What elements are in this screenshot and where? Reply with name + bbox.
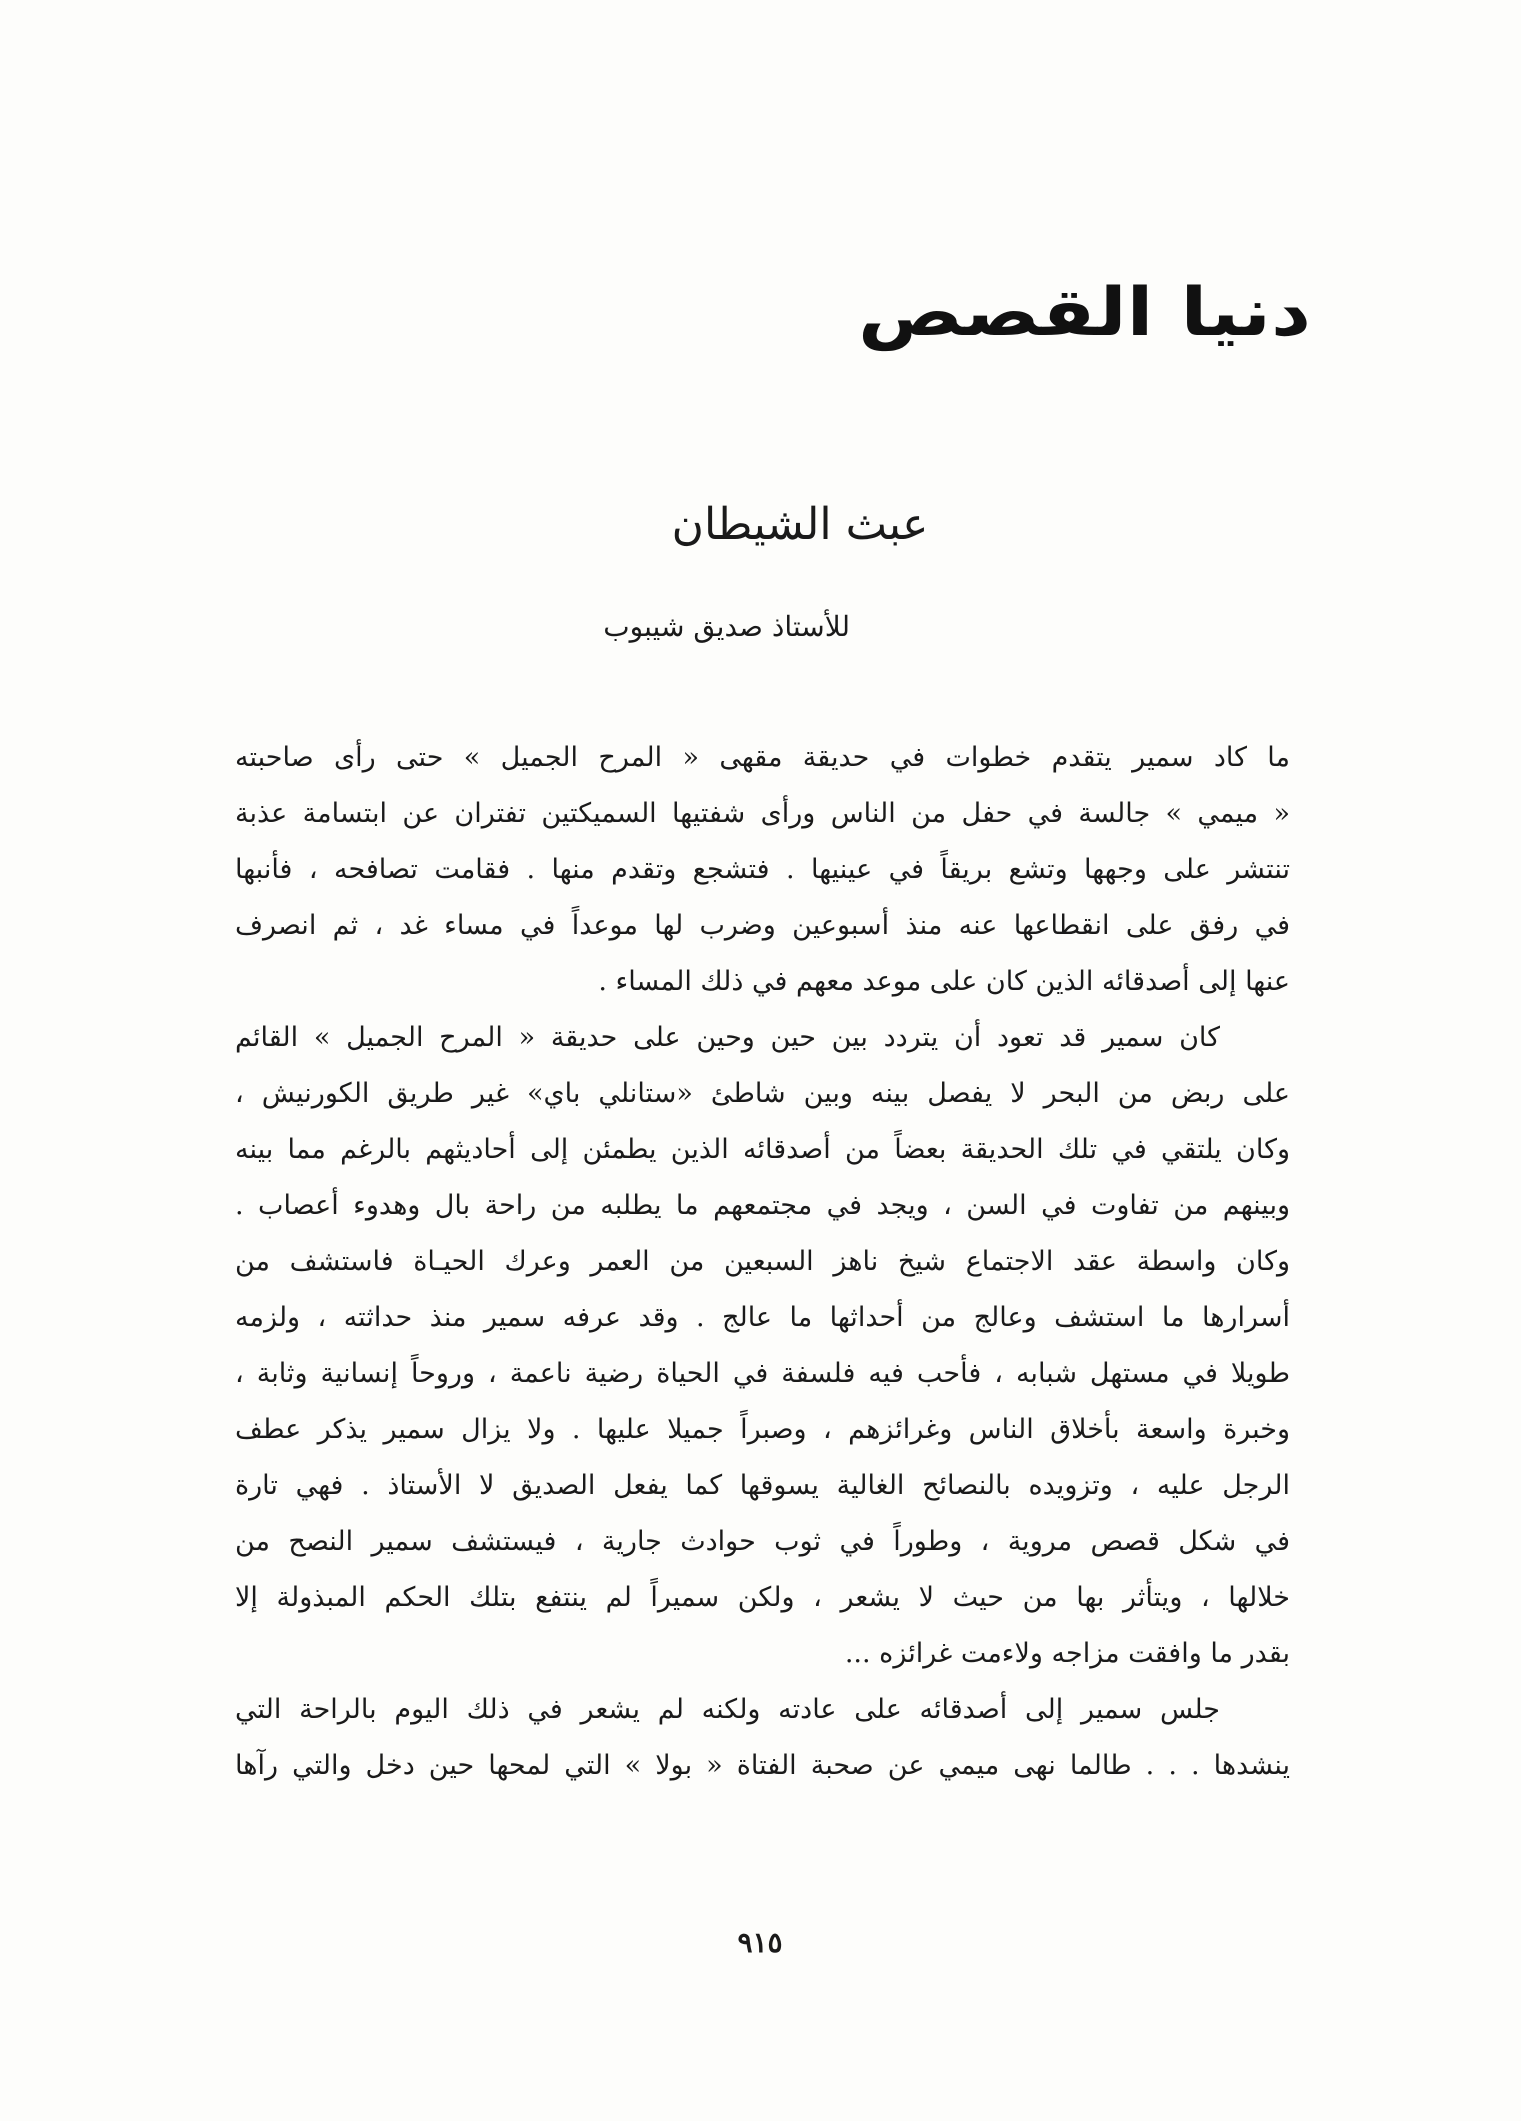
body-line: وكان يلتقي في تلك الحديقة بعضاً من أصدقائه الذين يطمئن إلى أحاديثهم بالرغم مما بينه (235, 1134, 1290, 1165)
body-line: بقدر ما وافقت مزاجه ولاءمت غرائزه ... (844, 1638, 1290, 1669)
body-line: خلالها ، ويتأثر بها من حيث لا يشعر ، ولكن سميراً لم ينتفع بتلك الحكم المبذولة إلا (235, 1582, 1290, 1613)
body-line: وكان واسطة عقد الاجتماع شيخ ناهز السبعين من العمر وعرك الحيـاة فاستشف من (235, 1246, 1290, 1277)
article-body (235, 730, 1290, 1794)
body-line: وخبرة واسعة بأخلاق الناس وغرائزهم ، وصبراً جميلا عليها . ولا يزال سمير يذكر عطف (235, 1414, 1290, 1445)
body-line: ينشدها . . . طالما نهى ميمي عن صحبة الفتاة « بولا » التي لمحها حين دخل والتي رآها (235, 1750, 1290, 1781)
body-line: جلس سمير إلى أصدقائه على عادته ولكنه لم يشعر في ذلك اليوم بالراحة التي (235, 1694, 1220, 1725)
body-line: طويلا في مستهل شبابه ، فأحب فيه فلسفة في الحياة رضية ناعمة ، وروحاً إنسانية وثابة ، (235, 1358, 1290, 1389)
article-title: عبث الشيطان (671, 499, 929, 550)
body-line: في رفق على انقطاعها عنه منذ أسبوعين وضرب لها موعداً في مساء غد ، ثم انصرف (235, 910, 1290, 941)
page-number: ٩١٥ (737, 1926, 783, 1959)
body-line: تنتشر على وجهها وتشع بريقاً في عينيها . فتشجع وتقدم منها . فقامت تصافحه ، فأنبها (235, 854, 1290, 885)
body-line: وبينهم من تفاوت في السن ، ويجد في مجتمعهم ما يطلبه من راحة بال وهدوء أعصاب . (235, 1190, 1290, 1221)
body-line: « ميمي » جالسة في حفل من الناس ورأى شفتيها السميكتين تفتران عن ابتسامة عذبة (235, 798, 1290, 829)
body-line: عنها إلى أصدقائه الذين كان على موعد معهم في ذلك المساء . (598, 966, 1290, 997)
body-line: أسرارها ما استشف وعالج من أحداثها ما عالج . وقد عرفه سمير منذ حداثته ، ولزمه (235, 1302, 1290, 1333)
author-byline: للأستاذ صديق شيبوب (603, 610, 850, 643)
body-line: ما كاد سمير يتقدم خطوات في حديقة مقهى « المرح الجميل » حتى رأى صاحبته (235, 742, 1290, 773)
body-line: في شكل قصص مروية ، وطوراً في ثوب حوادث جارية ، فيستشف سمير النصح من (235, 1526, 1290, 1557)
body-line: الرجل عليه ، وتزويده بالنصائح الغالية يسوقها كما يفعل الصديق لا الأستاذ . فهي تارة (235, 1470, 1290, 1501)
body-line: على ربض من البحر لا يفصل بينه وبين شاطئ «ستانلي باي» غير طريق الكورنيش ، (235, 1078, 1290, 1109)
section-header-title: دنيا القصص (857, 274, 1311, 352)
body-line: كان سمير قد تعود أن يتردد بين حين وحين على حديقة « المرح الجميل » القائم (235, 1022, 1220, 1053)
